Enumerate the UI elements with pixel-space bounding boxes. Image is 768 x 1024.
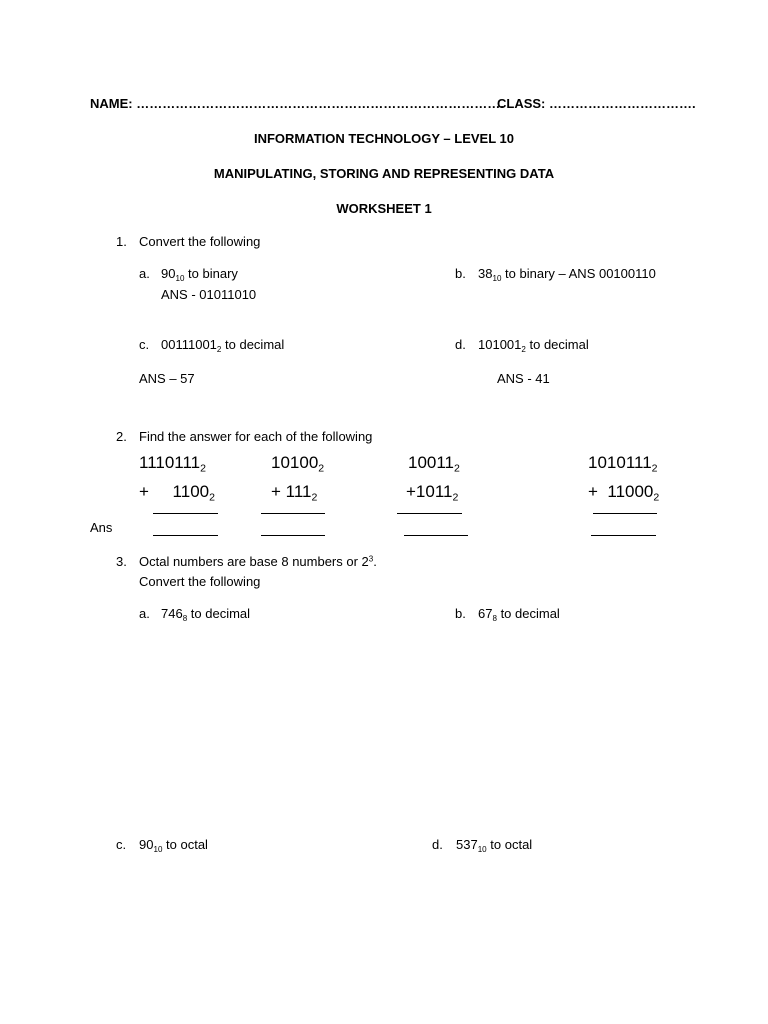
q2-problem3-answer-line[interactable] — [404, 535, 468, 536]
q3d-letter: d. — [432, 837, 443, 852]
q2-problem1-answer-line[interactable] — [153, 535, 218, 536]
q2-ans-label: Ans — [90, 520, 113, 535]
subject-title: INFORMATION TECHNOLOGY – LEVEL 10 — [253, 131, 515, 146]
q2-problem2-answer-line[interactable] — [261, 535, 325, 536]
q1a-answer: ANS - 01011010 — [161, 287, 257, 302]
q2-problem4-top: $1010111_2$ — [588, 453, 658, 475]
topic-title: MANIPULATING, STORING AND REPRESENTING DATA — [213, 166, 555, 181]
q1c-answer: ANS – 57 — [139, 371, 195, 386]
q1-prompt: Convert the following — [139, 234, 261, 249]
q2-problem1-bottom: + $1100_2$ — [139, 482, 215, 504]
q2-problem4-bottom: + $11000_2$ — [588, 482, 660, 504]
class-field[interactable]: CLASS: ……………………………. — [497, 96, 696, 111]
q2-problem1-top: $1110111_2$ — [139, 453, 206, 475]
q3-prompt: Octal numbers are base 8 numbers or $2^3$. — [139, 554, 377, 569]
q1-number: 1. — [116, 234, 127, 249]
q2-prompt: Find the answer for each of the following — [139, 429, 373, 444]
q1a-question: $90_{10}$ to binary — [161, 266, 238, 283]
worksheet-title: WORKSHEET 1 — [336, 201, 432, 216]
q2-problem2-top: $10100_2$ — [271, 453, 325, 475]
q3d-question: $537_{10}$ to octal — [456, 837, 533, 854]
q2-problem3-top: $10011_2$ — [408, 453, 460, 475]
q3c-letter: c. — [116, 837, 127, 852]
q2-problem4-answer-line[interactable] — [591, 535, 656, 536]
q1d-answer: ANS - 41 — [497, 371, 550, 386]
q2-number: 2. — [116, 429, 127, 444]
q2-problem2-sum-line — [261, 513, 325, 514]
q3-prompt-2: Convert the following — [139, 574, 261, 589]
q3a-letter: a. — [139, 606, 150, 621]
q2-problem1-sum-line — [153, 513, 218, 514]
q1c-question: $00111001_2$ to decimal — [161, 337, 285, 354]
q2-problem3-bottom: $+1011_2$ — [406, 482, 459, 504]
q3a-question: $746_8$ to decimal — [161, 606, 251, 623]
q3-number: 3. — [116, 554, 127, 569]
q1b-letter: b. — [455, 266, 466, 281]
q1a-letter: a. — [139, 266, 150, 281]
q1b-question: $38_{10}$ to binary – ANS 00100110 — [478, 266, 656, 283]
q1d-question: $101001_2$ to decimal — [478, 337, 589, 354]
q1d-letter: d. — [455, 337, 466, 352]
q2-problem2-bottom: + $111_2$ — [271, 482, 318, 504]
q3b-letter: b. — [455, 606, 466, 621]
q3b-question: $67_8$ to decimal — [478, 606, 560, 623]
name-field[interactable]: NAME: …………………………………………………………………………. — [90, 96, 504, 111]
q2-problem4-sum-line — [593, 513, 657, 514]
q1c-letter: c. — [139, 337, 150, 352]
q2-problem3-sum-line — [397, 513, 462, 514]
q3c-question: $90_{10}$ to octal — [139, 837, 208, 854]
